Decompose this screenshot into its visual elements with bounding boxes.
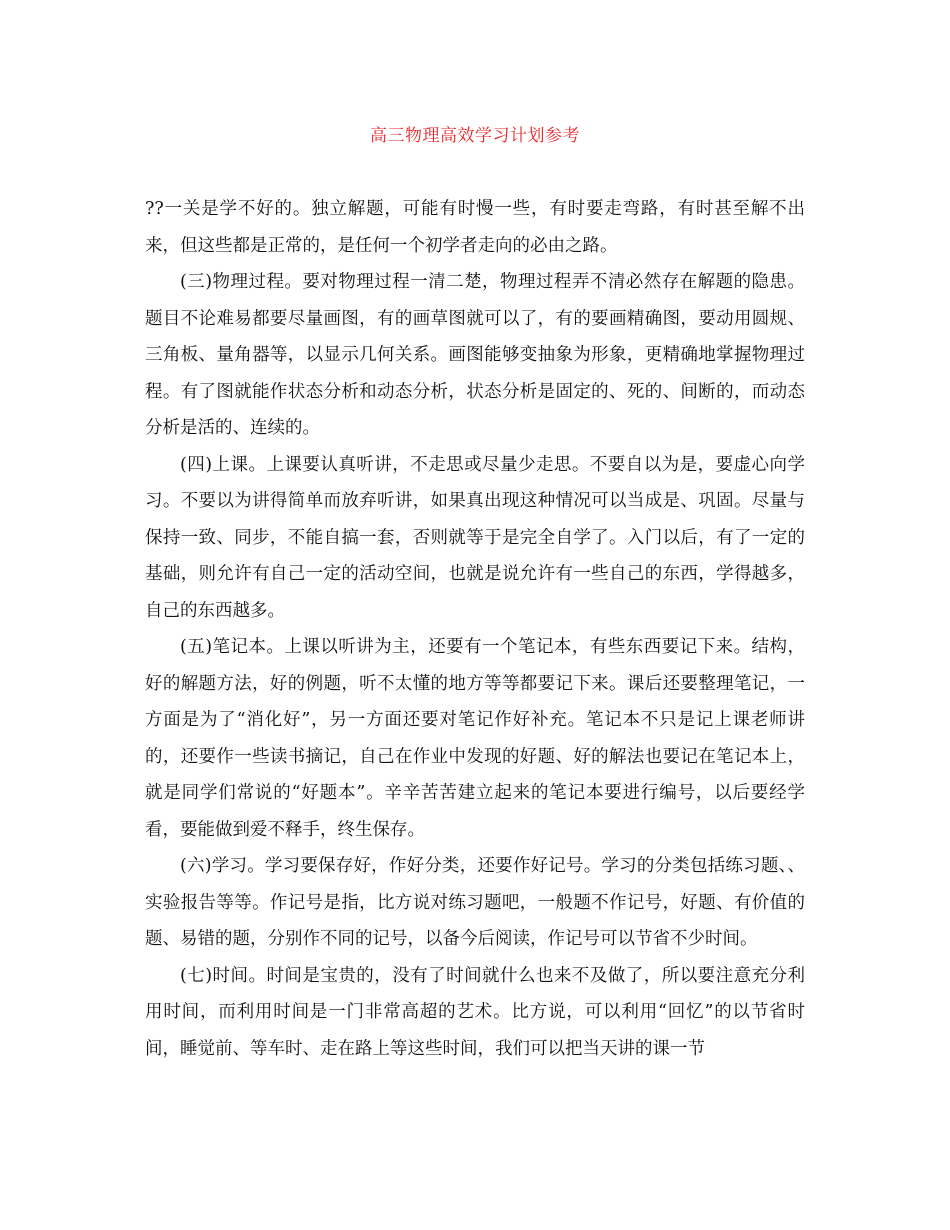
paragraph-continuation: ??一关是学不好的。独立解题，可能有时慢一些，有时要走弯路，有时甚至解不出来，但这些都是正常的，是任何一个初学者走向的必由之路。 — [145, 199, 805, 256]
document-body — [145, 191, 805, 1067]
paragraph-study-materials: (六)学习。学习要保存好，作好分类，还要作好记号。学习的分类包括练习题、、实验报告等等。作记号是指，比方说对练习题吧，一般题不作记号，好题、有价值的题、易错的题，分别作不同的记号，以备今后阅读，作记号可以节省不少时间。 — [145, 856, 805, 949]
paragraph-physics-process: (三)物理过程。要对物理过程一清二楚，物理过程弄不清必然存在解题的隐患。题目不论难易都要尽量画图，有的画草图就可以了，有的要画精确图，要动用圆规、三角板、量角器等，以显示几何关系。画图能够变抽象为形象，更精确地掌握物理过程。有了图就能作状态分析和动态分析，状态分析是固定的、死的、间断的，而动态分析是活的、连续的。 — [145, 272, 805, 438]
paragraph-time: (七)时间。时间是宝贵的，没有了时间就什么也来不及做了，所以要注意充分利用时间，而利用时间是一门非常高超的艺术。比方说，可以利用“回忆”的以节省时间，睡觉前、等车时、走在路上等这些时间，我们可以把当天讲的课一节 — [145, 965, 805, 1059]
paragraph-attending-class: (四)上课。上课要认真听讲，不走思或尽量少走思。不要自以为是，要虚心向学习。不要以为讲得简单而放弃听讲，如果真出现这种情况可以当成是、巩固。尽量与保持一致、同步，不能自搞一套，否则就等于是完全自学了。入门以后，有了一定的基础，则允许有自己一定的活动空间，也就是说允许有一些自己的东西，学得越多，自己的东西越多。 — [145, 454, 805, 621]
document-title: 高三物理高效学习计划参考 — [370, 126, 580, 146]
paragraph-notebook: (五)笔记本。上课以听讲为主，还要有一个笔记本，有些东西要记下来。结构，好的解题方法，好的例题，听不太懂的地方等等都要记下来。课后还要整理笔记，一方面是为了“消化好”，另一方面还要对笔记作好补充。笔记本不只是记上课老师讲的，还要作一些读书摘记，自己在作业中发现的好题、好的解法也要记在笔记本上，就是同学们常说的“好题本”。辛辛苦苦建立起来的笔记本要进行编号，以后要经学看，要能做到爱不释手，终生保存。 — [145, 637, 805, 840]
